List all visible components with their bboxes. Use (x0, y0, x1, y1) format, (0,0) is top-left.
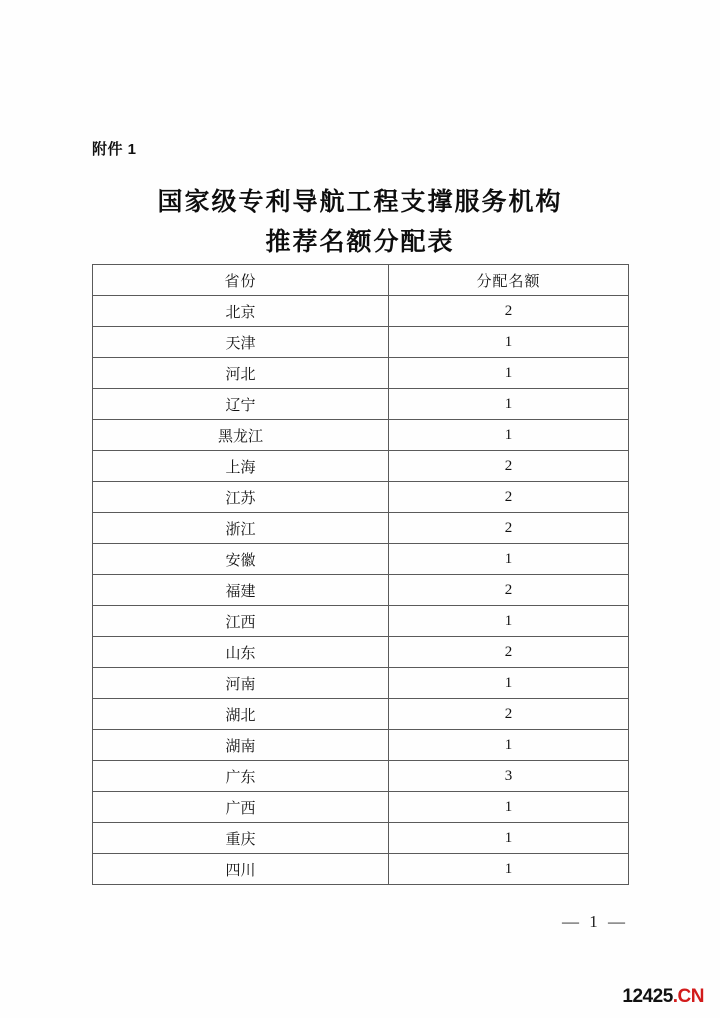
table-row (93, 296, 629, 327)
cell-quota: 1 (389, 358, 629, 389)
table-row (93, 420, 629, 451)
cell-quota: 2 (389, 637, 629, 668)
table-row (93, 730, 629, 761)
cell-province: 河北 (93, 358, 389, 389)
table-row (93, 668, 629, 699)
table-row (93, 854, 629, 885)
watermark-number: 12425 (622, 986, 673, 1007)
table-row (93, 792, 629, 823)
cell-province: 河南 (93, 668, 389, 699)
cell-province: 广西 (93, 792, 389, 823)
cell-quota: 1 (389, 792, 629, 823)
cell-province: 江西 (93, 606, 389, 637)
table-row (93, 482, 629, 513)
cell-province: 黑龙江 (93, 420, 389, 451)
cell-quota: 2 (389, 451, 629, 482)
cell-quota: 1 (389, 327, 629, 358)
cell-quota: 1 (389, 854, 629, 885)
cell-province: 福建 (93, 575, 389, 606)
cell-quota: 1 (389, 544, 629, 575)
table-row (93, 606, 629, 637)
page-number: — 1 — (562, 912, 628, 931)
cell-quota: 2 (389, 296, 629, 327)
title-line-2: 推荐名额分配表 (265, 228, 455, 256)
cell-province: 浙江 (93, 513, 389, 544)
cell-quota: 1 (389, 823, 629, 854)
page-title (0, 182, 720, 262)
cell-quota: 1 (389, 668, 629, 699)
table-row (93, 637, 629, 668)
cell-province: 山东 (93, 637, 389, 668)
attachment-label: 附件 1 (92, 141, 137, 158)
watermark (622, 986, 704, 1008)
table-row (93, 513, 629, 544)
cell-quota: 2 (389, 482, 629, 513)
table-row (93, 699, 629, 730)
watermark-domain: .CN (672, 986, 704, 1007)
cell-province: 北京 (93, 296, 389, 327)
cell-quota: 3 (389, 761, 629, 792)
title-line-1: 国家级专利导航工程支撑服务机构 (157, 188, 563, 216)
cell-quota: 2 (389, 575, 629, 606)
cell-quota: 1 (389, 730, 629, 761)
cell-province: 四川 (93, 854, 389, 885)
cell-province: 湖南 (93, 730, 389, 761)
table-row (93, 823, 629, 854)
cell-quota: 2 (389, 513, 629, 544)
cell-province: 天津 (93, 327, 389, 358)
table-row (93, 761, 629, 792)
cell-quota: 1 (389, 420, 629, 451)
allocation-table-wrapper (92, 264, 628, 885)
cell-province: 上海 (93, 451, 389, 482)
cell-quota: 2 (389, 699, 629, 730)
cell-province: 安徽 (93, 544, 389, 575)
column-header-quota: 分配名额 (389, 265, 629, 296)
table-body (93, 296, 629, 885)
table-row (93, 358, 629, 389)
cell-province: 湖北 (93, 699, 389, 730)
table-header-row (93, 265, 629, 296)
table-row (93, 389, 629, 420)
cell-province: 辽宁 (93, 389, 389, 420)
cell-province: 江苏 (93, 482, 389, 513)
column-header-province: 省份 (93, 265, 389, 296)
table-row (93, 451, 629, 482)
table-row (93, 575, 629, 606)
table-row (93, 544, 629, 575)
table-row (93, 327, 629, 358)
cell-quota: 1 (389, 606, 629, 637)
allocation-table (92, 264, 629, 885)
cell-province: 广东 (93, 761, 389, 792)
cell-quota: 1 (389, 389, 629, 420)
cell-province: 重庆 (93, 823, 389, 854)
